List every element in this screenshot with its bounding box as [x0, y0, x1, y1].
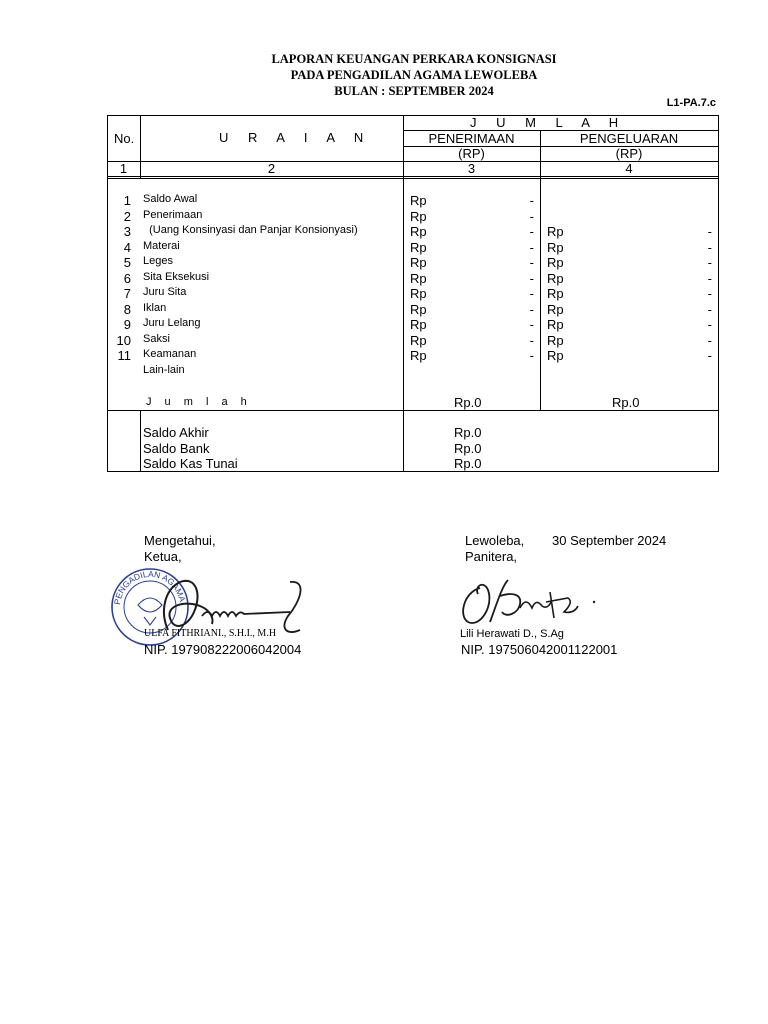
row-uraian: Materai — [143, 240, 180, 252]
row-uraian: (Uang Konsinyasi dan Panjar Konsionyasi) — [143, 224, 358, 236]
row-uraian: Sita Eksekusi — [143, 271, 210, 283]
header-uraian: U R A I A N — [219, 130, 372, 145]
sign-right-title: Panitera, — [465, 549, 518, 564]
row-number: 3 — [123, 224, 131, 239]
row-pengeluaran-currency: Rp — [547, 224, 564, 239]
sign-right-place: Lewoleba, — [465, 533, 525, 548]
form-code: L1-PA.7.c — [666, 97, 716, 109]
jumlah-pengeluaran: Rp.0 — [612, 395, 640, 410]
row-pengeluaran-currency: Rp — [547, 348, 564, 363]
row-uraian: Juru Lelang — [143, 317, 201, 329]
saldo-bank-value: Rp.0 — [454, 441, 482, 456]
row-penerimaan-currency: Rp — [410, 302, 427, 317]
sign-left-mengetahui: Mengetahui, — [144, 533, 216, 548]
row-pengeluaran-currency: Rp — [547, 286, 564, 301]
row-pengeluaran-value: - — [707, 348, 712, 363]
row-lain-lain: Lain-lain — [143, 364, 185, 376]
row-pengeluaran-value: - — [707, 224, 712, 239]
row-pengeluaran-value: - — [707, 255, 712, 270]
table-rule — [107, 176, 719, 177]
row-penerimaan-currency: Rp — [410, 317, 427, 332]
row-number: 4 — [123, 240, 131, 255]
row-number: 8 — [123, 302, 131, 317]
row-pengeluaran-value: - — [707, 317, 712, 332]
unit-pengeluaran: (RP) — [615, 146, 643, 161]
report-title-line1: LAPORAN KEUANGAN PERKARA KONSIGNASI — [271, 52, 557, 66]
row-penerimaan-currency: Rp — [410, 255, 427, 270]
row-number: 1 — [123, 193, 131, 208]
row-pengeluaran-value: - — [707, 240, 712, 255]
row-penerimaan-value: - — [529, 286, 534, 301]
sign-left-name: ULFA FITHRIANI., S.H.I., M.H — [144, 628, 277, 639]
saldo-kas-value: Rp.0 — [454, 456, 482, 471]
header-jumlah: J U M L A H — [470, 115, 627, 130]
row-penerimaan-currency: Rp — [410, 333, 427, 348]
row-penerimaan-currency: Rp — [410, 286, 427, 301]
row-number: 7 — [123, 286, 131, 301]
row-penerimaan-currency: Rp — [410, 348, 427, 363]
row-number: 9 — [123, 317, 131, 332]
row-uraian: Keamanan — [143, 348, 197, 360]
row-pengeluaran-value: - — [707, 302, 712, 317]
row-uraian: Penerimaan — [143, 209, 203, 221]
row-penerimaan-value: - — [529, 271, 534, 286]
sign-right-name: Lili Herawati D., S.Ag — [460, 628, 564, 640]
row-penerimaan-value: - — [529, 302, 534, 317]
saldo-kas-label: Saldo Kas Tunai — [143, 456, 238, 471]
jumlah-penerimaan: Rp.0 — [454, 395, 482, 410]
table-border-right — [718, 115, 719, 472]
table-border-top — [107, 115, 719, 116]
sign-left-nip: NIP. 197908222006042004 — [144, 642, 302, 657]
table-rule — [107, 410, 719, 411]
row-pengeluaran-currency: Rp — [547, 302, 564, 317]
row-pengeluaran-currency: Rp — [547, 271, 564, 286]
row-uraian: Iklan — [143, 302, 167, 314]
stamp-text: PENGADILAN AGAMA — [112, 568, 188, 606]
row-pengeluaran-currency: Rp — [547, 333, 564, 348]
row-uraian: Saksi — [143, 333, 170, 345]
saldo-akhir-label: Saldo Akhir — [143, 425, 209, 440]
row-pengeluaran-currency: Rp — [547, 317, 564, 332]
table-col-line — [140, 410, 141, 472]
header-pengeluaran: PENGELUARAN — [579, 131, 679, 146]
table-rule — [107, 178, 719, 179]
row-pengeluaran-currency: Rp — [547, 255, 564, 270]
row-pengeluaran-value: - — [707, 333, 712, 348]
sign-right-date: 30 September 2024 — [552, 533, 667, 548]
col-index: 1 — [119, 161, 128, 176]
row-penerimaan-currency: Rp — [410, 193, 427, 208]
row-penerimaan-value: - — [529, 209, 534, 224]
col-index: 4 — [625, 161, 633, 176]
sign-left-title: Ketua, — [144, 549, 182, 564]
row-penerimaan-value: - — [529, 348, 534, 363]
row-uraian: Leges — [143, 255, 173, 267]
row-penerimaan-currency: Rp — [410, 240, 427, 255]
row-penerimaan-value: - — [529, 240, 534, 255]
row-number: 2 — [123, 209, 131, 224]
row-pengeluaran-currency: Rp — [547, 240, 564, 255]
row-penerimaan-value: - — [529, 224, 534, 239]
col-index: 2 — [267, 161, 276, 176]
report-title-line2: PADA PENGADILAN AGAMA LEWOLEBA — [290, 68, 538, 82]
sign-right-nip: NIP. 197506042001122001 — [461, 642, 618, 657]
row-penerimaan-value: - — [529, 193, 534, 208]
report-title-line3: BULAN : SEPTEMBER 2024 — [334, 84, 494, 98]
header-no: No. — [114, 131, 135, 146]
row-pengeluaran-value: - — [707, 286, 712, 301]
row-number: 5 — [123, 255, 131, 270]
jumlah-label: J u m l a h — [146, 396, 252, 408]
saldo-bank-label: Saldo Bank — [143, 441, 210, 456]
row-penerimaan-value: - — [529, 317, 534, 332]
row-number: 6 — [123, 271, 131, 286]
row-penerimaan-value: - — [529, 333, 534, 348]
row-uraian: Saldo Awal — [143, 193, 198, 205]
header-penerimaan: PENERIMAAN — [428, 131, 515, 146]
row-number: 11 — [117, 348, 131, 363]
row-penerimaan-currency: Rp — [410, 271, 427, 286]
row-number: 10 — [116, 333, 131, 348]
row-penerimaan-currency: Rp — [410, 209, 427, 224]
row-uraian: Juru Sita — [143, 286, 187, 298]
row-penerimaan-currency: Rp — [410, 224, 427, 239]
col-index: 3 — [467, 161, 476, 176]
row-penerimaan-value: - — [529, 255, 534, 270]
table-border-bottom — [107, 471, 719, 472]
row-pengeluaran-value: - — [707, 271, 712, 286]
unit-penerimaan: (RP) — [458, 146, 485, 161]
saldo-akhir-value: Rp.0 — [454, 425, 482, 440]
